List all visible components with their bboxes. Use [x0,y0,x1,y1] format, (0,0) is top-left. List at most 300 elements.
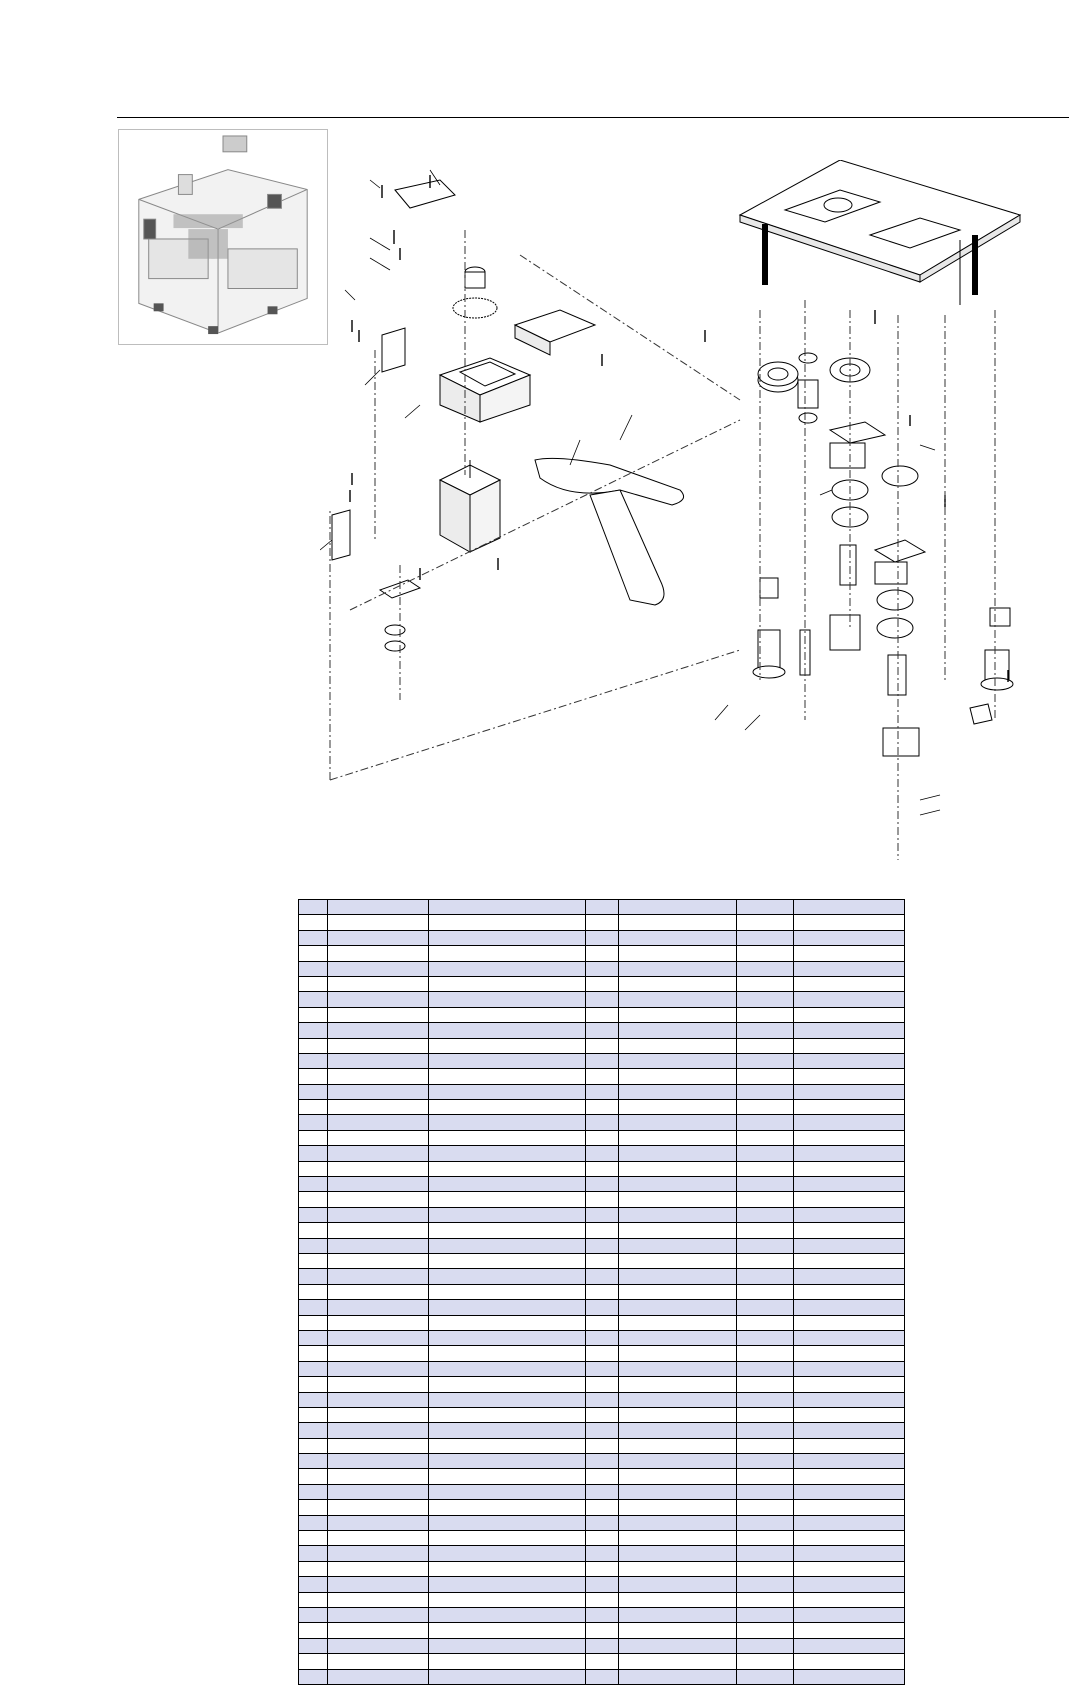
table-cell [794,1531,905,1546]
table-cell [586,1130,619,1145]
table-cell [299,1038,328,1053]
table-row [299,1607,905,1622]
table-cell [429,1146,586,1161]
table-cell [328,1100,429,1115]
table-row [299,1069,905,1084]
table-cell [619,1438,737,1453]
parts-list-table [298,899,904,1685]
table-cell [586,1115,619,1130]
table-cell [586,1607,619,1622]
table-cell [794,1377,905,1392]
table-cell [794,1623,905,1638]
table-cell [328,1377,429,1392]
table-cell [737,1115,794,1130]
table-cell [586,1161,619,1176]
table-cell [299,1269,328,1284]
table-cell [619,1484,737,1499]
table-cell [299,915,328,930]
table-cell [429,1330,586,1345]
table-cell [737,1207,794,1222]
table-cell [794,992,905,1007]
table-cell [737,1392,794,1407]
table-cell [586,1146,619,1161]
table-cell [794,1438,905,1453]
table-cell [328,1500,429,1515]
table-cell [586,1023,619,1038]
table-row [299,1238,905,1253]
table-cell [794,946,905,961]
table-row [299,1284,905,1299]
table-row [299,1377,905,1392]
table-cell [328,1253,429,1268]
table-row [299,1253,905,1268]
table-cell [794,976,905,991]
table-cell [299,1515,328,1530]
table-cell [328,1654,429,1669]
table-cell [299,1531,328,1546]
table-cell [328,1392,429,1407]
table-cell [794,1315,905,1330]
parts-table-grid [298,899,905,1685]
table-cell [619,1654,737,1669]
table-cell [794,961,905,976]
table-cell [619,1284,737,1299]
table-cell [429,1531,586,1546]
table-cell [586,961,619,976]
table-row [299,930,905,945]
table-row [299,1515,905,1530]
table-cell [737,1669,794,1684]
table-cell [586,1053,619,1068]
table-cell [328,1623,429,1638]
table-row [299,1223,905,1238]
table-cell [737,1069,794,1084]
table-cell [794,1038,905,1053]
table-cell [429,1084,586,1099]
table-cell [328,930,429,945]
table-cell [429,1038,586,1053]
table-cell [586,1315,619,1330]
table-cell [429,1069,586,1084]
table-cell [586,1100,619,1115]
table-cell [794,1500,905,1515]
table-cell [586,1377,619,1392]
table-cell [794,1469,905,1484]
table-cell [299,1130,328,1145]
table-cell [328,915,429,930]
table-cell [429,961,586,976]
table-cell [737,1423,794,1438]
table-cell [429,1469,586,1484]
table-cell [328,961,429,976]
table-cell [328,1084,429,1099]
table-cell [586,946,619,961]
table-row [299,1577,905,1592]
table-cell [586,1638,619,1653]
table-cell [299,1469,328,1484]
table-cell [586,1423,619,1438]
table-cell [299,946,328,961]
table-cell [619,915,737,930]
table-cell [586,1515,619,1530]
table-cell [429,1161,586,1176]
table-cell [328,1007,429,1022]
table-cell [328,1053,429,1068]
table-cell [586,1238,619,1253]
table-row [299,1454,905,1469]
table-cell [619,1023,737,1038]
table-cell [619,1454,737,1469]
table-cell [328,1515,429,1530]
table-cell [429,930,586,945]
machine-overview-thumbnail [118,129,328,345]
table-cell [299,1623,328,1638]
table-cell [737,1330,794,1345]
table-cell [737,976,794,991]
table-row [299,1669,905,1684]
table-cell [619,1007,737,1022]
table-cell [328,1223,429,1238]
table-cell [328,1454,429,1469]
table-cell [429,1253,586,1268]
table-row [299,1177,905,1192]
table-cell [737,1346,794,1361]
table-cell [328,1177,429,1192]
table-cell [328,1577,429,1592]
table-cell [619,1146,737,1161]
table-cell [429,1346,586,1361]
table-cell [328,1269,429,1284]
table-cell [429,1007,586,1022]
table-cell [299,1423,328,1438]
table-cell [429,1561,586,1576]
table-cell [328,1038,429,1053]
table-cell [737,1269,794,1284]
exploded-view-illustration [320,160,1040,860]
table-cell [619,1607,737,1622]
table-cell [794,1669,905,1684]
table-cell [794,1361,905,1376]
table-row [299,1207,905,1222]
table-cell [794,1546,905,1561]
table-cell [619,930,737,945]
table-cell [586,1253,619,1268]
table-cell [619,1361,737,1376]
table-cell [586,900,619,915]
table-cell [794,915,905,930]
table-cell [299,1253,328,1268]
table-cell [619,1130,737,1145]
table-cell [619,946,737,961]
table-cell [619,1161,737,1176]
table-cell [737,1253,794,1268]
table-cell [429,1654,586,1669]
table-cell [737,1084,794,1099]
table-cell [429,1607,586,1622]
table-row [299,1161,905,1176]
table-cell [429,1669,586,1684]
table-cell [299,1284,328,1299]
table-cell [299,1161,328,1176]
table-row [299,1053,905,1068]
table-cell [429,1130,586,1145]
table-cell [586,1007,619,1022]
table-cell [328,1638,429,1653]
table-cell [737,1469,794,1484]
machine-icon [119,130,327,344]
table-cell [328,1115,429,1130]
table-cell [299,1084,328,1099]
table-row [299,1623,905,1638]
table-cell [586,1223,619,1238]
table-cell [586,1038,619,1053]
table-cell [737,1654,794,1669]
table-row [299,1531,905,1546]
table-cell [586,1177,619,1192]
table-cell [429,1300,586,1315]
table-cell [429,1592,586,1607]
table-cell [299,900,328,915]
table-cell [429,1623,586,1638]
table-cell [737,1623,794,1638]
table-cell [586,1300,619,1315]
table-cell [619,1500,737,1515]
table-cell [328,1023,429,1038]
table-cell [299,1407,328,1422]
table-cell [299,1146,328,1161]
parts-table-body [299,900,905,1685]
table-cell [619,1238,737,1253]
table-cell [586,1623,619,1638]
exploded-parts-drawing [320,160,1040,860]
table-cell [299,1177,328,1192]
table-cell [299,1023,328,1038]
table-cell [328,1315,429,1330]
table-cell [429,1438,586,1453]
table-cell [328,1561,429,1576]
table-cell [429,900,586,915]
table-cell [586,1192,619,1207]
table-cell [429,1284,586,1299]
table-cell [586,1546,619,1561]
table-cell [429,1377,586,1392]
table-cell [794,1269,905,1284]
table-cell [586,1500,619,1515]
table-cell [299,1392,328,1407]
table-cell [429,1177,586,1192]
table-row [299,1300,905,1315]
table-cell [737,1315,794,1330]
table-cell [586,976,619,991]
table-cell [619,1315,737,1330]
table-cell [794,930,905,945]
table-cell [794,1007,905,1022]
table-cell [328,1361,429,1376]
table-cell [737,1592,794,1607]
table-cell [586,1592,619,1607]
table-row [299,1638,905,1653]
table-cell [619,1515,737,1530]
table-cell [299,1561,328,1576]
table-cell [794,1100,905,1115]
table-cell [586,1561,619,1576]
table-cell [328,1300,429,1315]
table-cell [429,1207,586,1222]
table-row [299,1346,905,1361]
table-cell [429,1100,586,1115]
table-cell [619,1223,737,1238]
table-cell [737,1438,794,1453]
table-cell [586,1207,619,1222]
table-cell [737,1007,794,1022]
table-cell [619,1392,737,1407]
table-cell [737,1223,794,1238]
table-cell [794,1607,905,1622]
table-cell [299,1438,328,1453]
table-cell [299,1607,328,1622]
table-cell [429,1546,586,1561]
table-cell [794,1284,905,1299]
table-cell [737,1607,794,1622]
table-cell [619,1330,737,1345]
table-cell [299,1053,328,1068]
table-cell [619,1546,737,1561]
table-cell [299,1638,328,1653]
table-cell [299,1361,328,1376]
table-cell [429,1577,586,1592]
table-cell [586,915,619,930]
table-cell [328,1330,429,1345]
table-cell [619,1253,737,1268]
table-cell [328,1407,429,1422]
table-cell [299,1007,328,1022]
table-cell [737,1146,794,1161]
table-row [299,1561,905,1576]
table-cell [328,1130,429,1145]
table-cell [429,1315,586,1330]
table-row [299,1546,905,1561]
table-row [299,1654,905,1669]
table-cell [619,992,737,1007]
table-cell [794,1130,905,1145]
table-row [299,1484,905,1499]
table-cell [794,1207,905,1222]
table-row [299,1192,905,1207]
table-cell [328,1207,429,1222]
table-cell [794,1654,905,1669]
table-cell [737,1038,794,1053]
table-cell [586,1469,619,1484]
table-cell [794,1330,905,1345]
table-row [299,1423,905,1438]
table-row [299,1315,905,1330]
table-cell [429,1238,586,1253]
table-cell [299,992,328,1007]
table-cell [619,1469,737,1484]
table-cell [429,1269,586,1284]
table-cell [586,1577,619,1592]
table-cell [794,1238,905,1253]
table-cell [619,1115,737,1130]
table-cell [737,1161,794,1176]
table-cell [737,1561,794,1576]
table-cell [794,1053,905,1068]
table-row [299,1392,905,1407]
table-row [299,961,905,976]
table-cell [737,1638,794,1653]
table-cell [794,1069,905,1084]
table-cell [619,976,737,991]
table-cell [328,1069,429,1084]
table-cell [619,1269,737,1284]
table-cell [429,1115,586,1130]
table-cell [619,961,737,976]
table-cell [794,1300,905,1315]
table-row [299,1100,905,1115]
table-cell [794,1192,905,1207]
table-row [299,992,905,1007]
table-cell [619,1177,737,1192]
header-rule [117,117,1069,118]
table-cell [328,1423,429,1438]
table-cell [619,1346,737,1361]
table-row [299,1146,905,1161]
table-cell [586,1084,619,1099]
table-cell [299,976,328,991]
table-row [299,946,905,961]
table-row [299,1084,905,1099]
table-cell [586,1454,619,1469]
table-cell [586,1654,619,1669]
table-row [299,1130,905,1145]
table-row [299,1469,905,1484]
table-cell [299,1346,328,1361]
table-cell [737,1454,794,1469]
table-cell [429,1407,586,1422]
table-cell [586,1330,619,1345]
table-cell [619,1100,737,1115]
table-cell [299,1454,328,1469]
table-cell [328,1546,429,1561]
table-row [299,1007,905,1022]
table-cell [619,1592,737,1607]
table-cell [299,1300,328,1315]
table-cell [429,1423,586,1438]
table-cell [737,1546,794,1561]
table-cell [429,1361,586,1376]
table-cell [737,946,794,961]
table-cell [586,1069,619,1084]
table-cell [299,1669,328,1684]
table-cell [737,1053,794,1068]
table-cell [737,1377,794,1392]
table-cell [299,1069,328,1084]
table-cell [619,1084,737,1099]
table-cell [737,1177,794,1192]
table-cell [794,1484,905,1499]
table-cell [299,1192,328,1207]
table-cell [328,1531,429,1546]
table-cell [586,1392,619,1407]
table-cell [299,1546,328,1561]
table-cell [737,1238,794,1253]
table-cell [737,1100,794,1115]
table-cell [794,1115,905,1130]
table-cell [299,1207,328,1222]
table-cell [737,992,794,1007]
table-cell [794,1346,905,1361]
table-cell [794,1253,905,1268]
